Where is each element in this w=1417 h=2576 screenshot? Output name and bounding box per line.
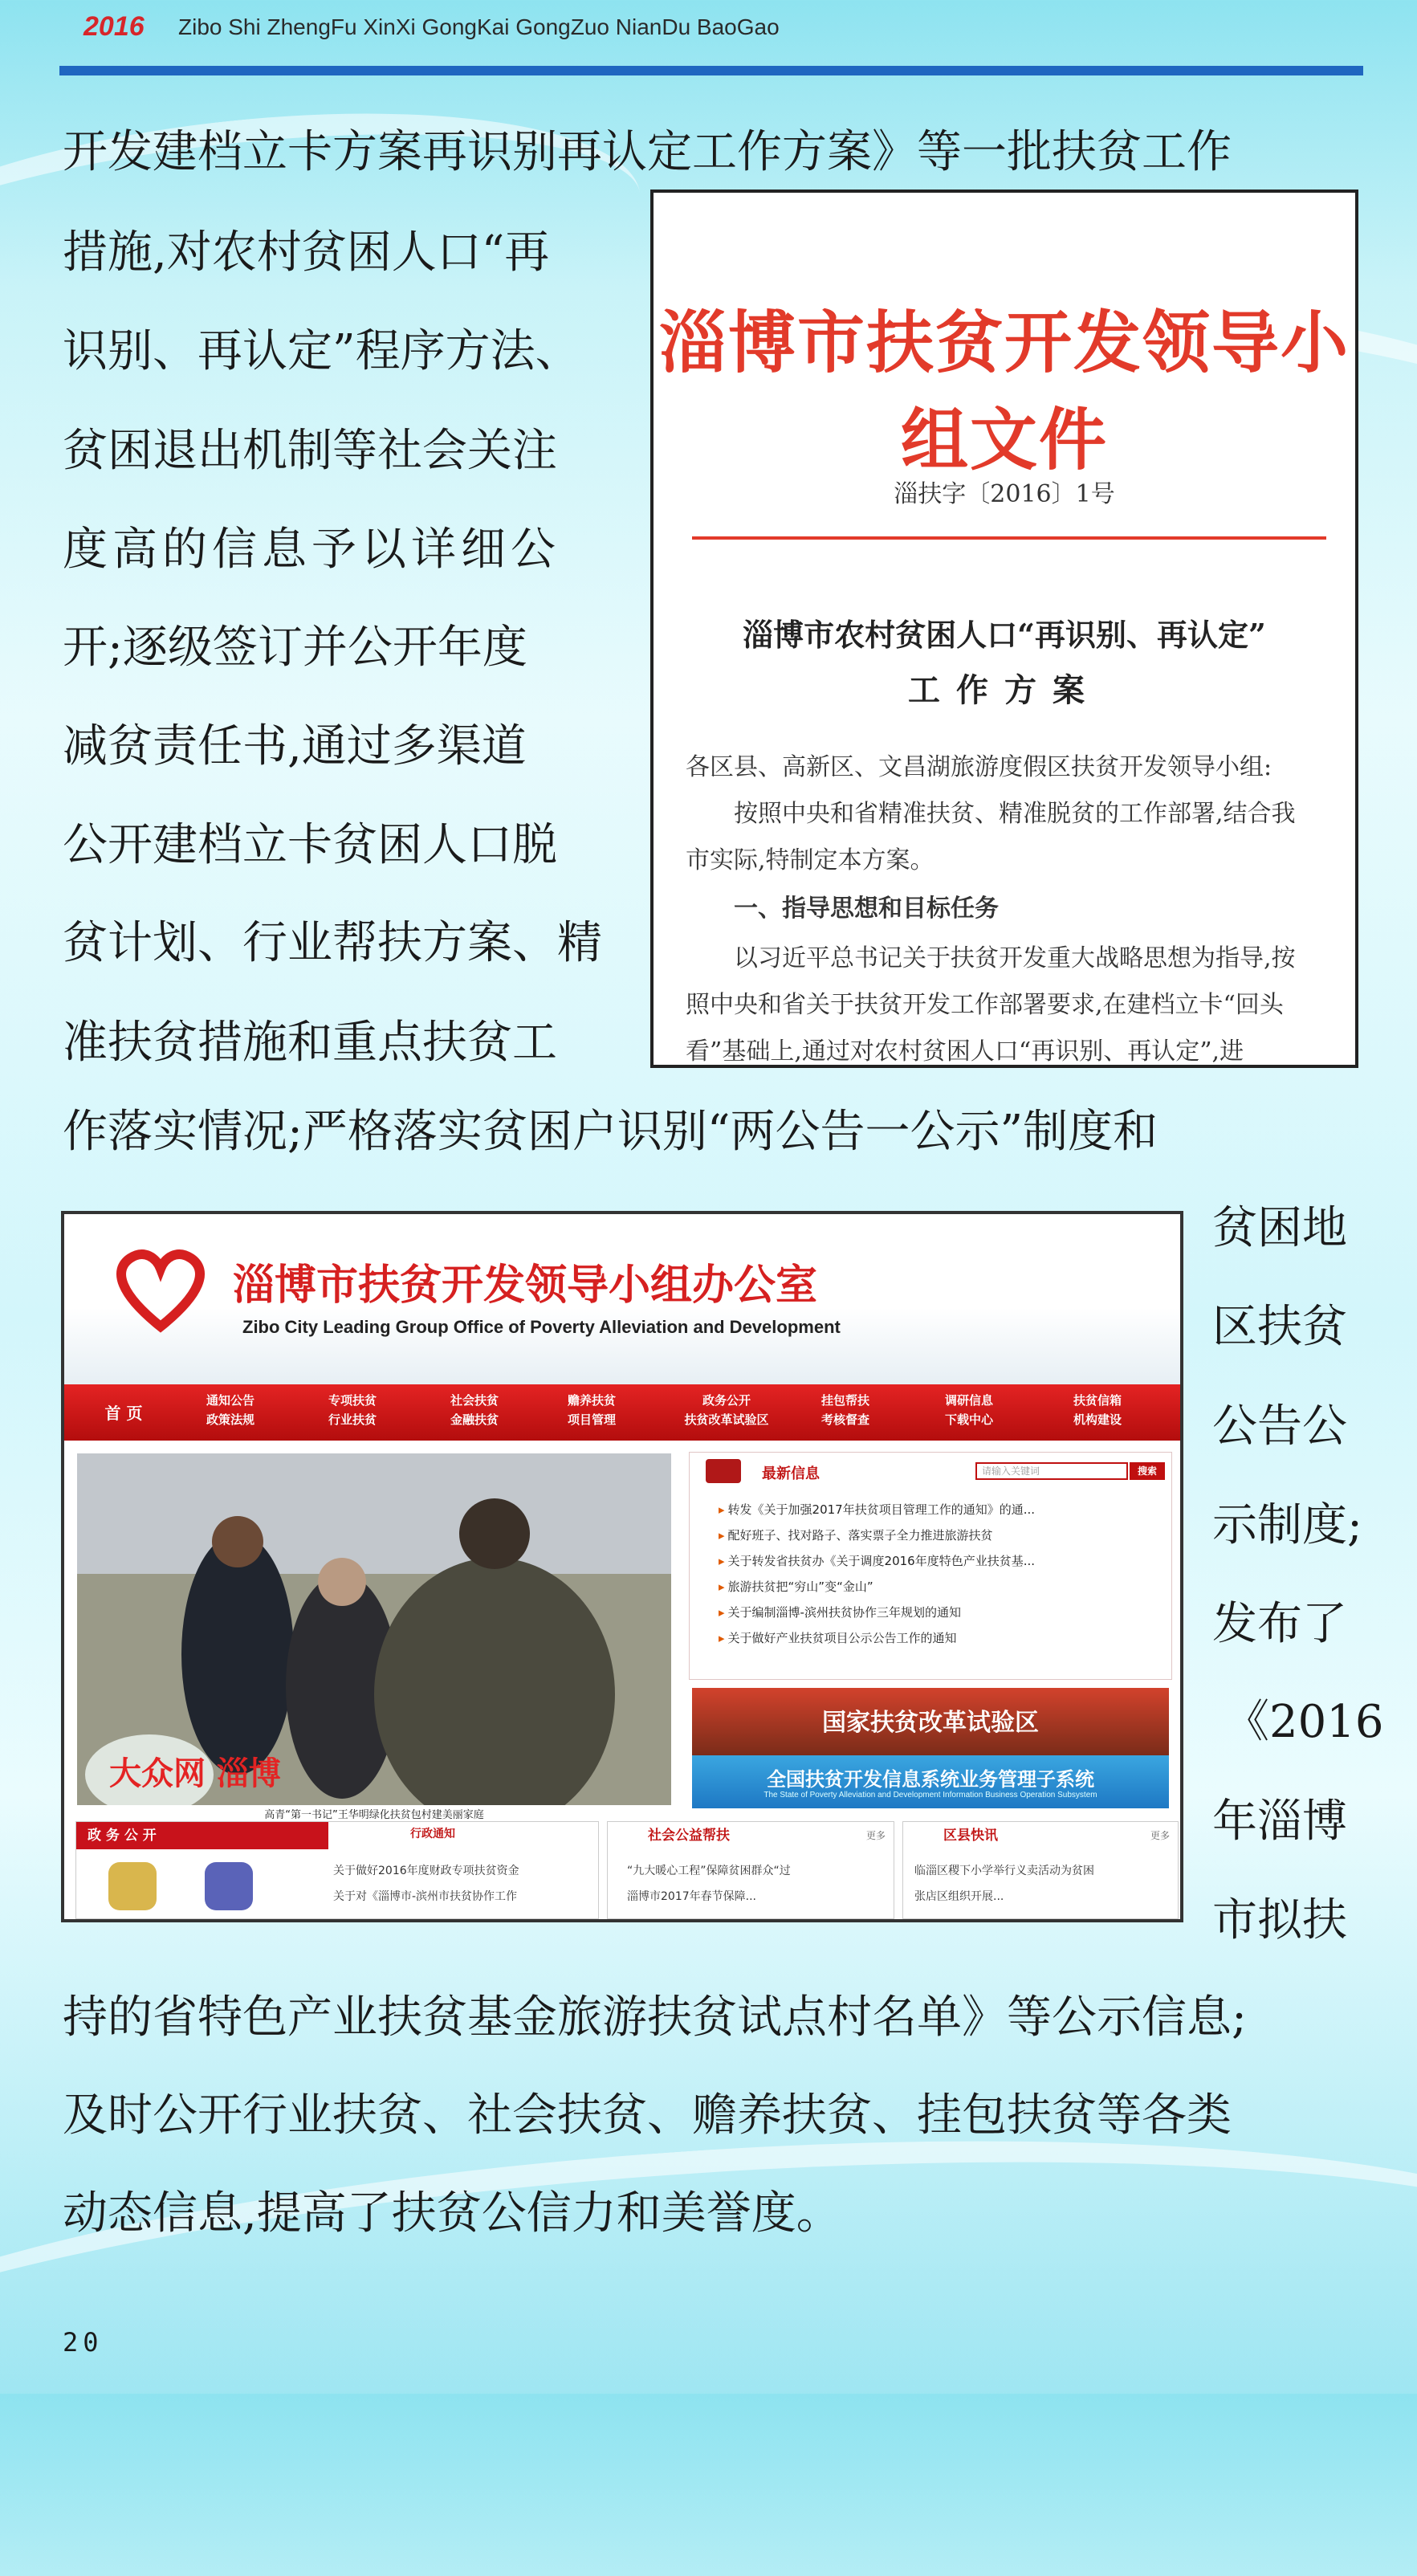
news-item[interactable]: ▸ 旅游扶贫把“穷山”变“金山” (719, 1578, 873, 1595)
nav-item[interactable] (923, 1391, 1015, 1429)
news-photo[interactable] (77, 1453, 671, 1805)
nav-item-label: 考核督查 (820, 1412, 869, 1427)
document-paragraph: 照中央和省关于扶贫开发工作部署要求,在建档立卡“回头 (686, 991, 1284, 1019)
info-system-label: 全国扶贫开发信息系统业务管理子系统 (767, 1768, 1094, 1791)
body-line: 度高的信息予以详细公 (63, 524, 560, 576)
county-news-panel (902, 1821, 1179, 1919)
nav-item[interactable] (1052, 1391, 1143, 1429)
document-icon[interactable] (108, 1862, 157, 1910)
photo-caption: 高青“第一书记”王华明绿化扶贫包村建美丽家庭 (77, 1805, 671, 1826)
nav-item-label: 机构建设 (1073, 1412, 1122, 1427)
document-number: 淄扶字〔2016〕1号 (894, 480, 1115, 508)
nav-item-label: 行业扶贫 (328, 1412, 377, 1427)
document-figure (650, 190, 1358, 1068)
body-line: 公开建档立卡贫困人口脱 (63, 819, 557, 871)
nav-item[interactable] (546, 1391, 637, 1429)
welfare-item[interactable]: “九大暖心工程”保障贫困群众“过 (627, 1865, 791, 1877)
body-line: 准扶贫措施和重点扶贫工 (63, 1017, 557, 1069)
background-swoosh (0, 2088, 1417, 2575)
body-line-right: 贫困地 (1212, 1202, 1347, 1254)
nav-item-label: 扶贫信箱 (1073, 1393, 1122, 1408)
gov-tab[interactable]: 行政通知 (410, 1828, 455, 1840)
body-line-right: 示制度; (1212, 1499, 1362, 1551)
body-line-text: 开发建档立卡方案再识别再认定工作方案》等一批扶贫工作 (63, 126, 1232, 178)
body-line: 持的省特色产业扶贫基金旅游扶贫试点村名单》等公示信息; (63, 1991, 1247, 2044)
news-item[interactable]: ▸ 配好班子、找对路子、落实票子全力推进旅游扶贫 (719, 1526, 993, 1543)
news-item[interactable]: ▸ 关于转发省扶贫办《关于调度2016年度特色产业扶贫基... (719, 1552, 1035, 1569)
document-title: 工作方案 (908, 671, 1101, 709)
welfare-item[interactable]: 淄博市2017年春节保障... (627, 1890, 756, 1903)
heart-logo-icon (112, 1246, 209, 1335)
website-figure (61, 1211, 1183, 1922)
pilot-zone-label: 国家扶贫改革试验区 (822, 1709, 1039, 1737)
document-paragraph: 看”基础上,通过对农村贫困人口“再识别、再认定”,进 (686, 1037, 1244, 1066)
nav-item-label: 赡养扶贫 (567, 1393, 616, 1408)
document-paragraph: 各区县、高新区、文昌湖旅游度假区扶贫开发领导小组: (686, 753, 1272, 781)
header-rule (59, 66, 1363, 75)
gov-affairs-heading (76, 1822, 328, 1849)
nav-item-label: 调研信息 (944, 1393, 993, 1408)
nav-item[interactable] (429, 1391, 520, 1429)
info-system-banner[interactable] (692, 1755, 1169, 1808)
body-line-right: 《2016 (1224, 1696, 1384, 1748)
header-year: 2016 (83, 11, 145, 42)
photo-scene (77, 1453, 671, 1805)
nav-item[interactable] (185, 1391, 276, 1429)
body-line: 及时公开行业扶贫、社会扶贫、赡养扶贫、挂包扶贫等各类 (63, 2089, 1232, 2142)
website-subtitle: Zibo City Leading Group Office of Poverty Alleviation and Development (242, 1317, 841, 1337)
more-link[interactable]: 更多 (865, 1830, 886, 1841)
county-news-heading: 区县快讯 (943, 1828, 998, 1844)
news-item[interactable]: ▸ 关于编制淄博-滨州扶贫协作三年规划的通知 (719, 1604, 961, 1620)
nav-item-label: 金融扶贫 (450, 1412, 499, 1427)
body-line: 措施,对农村贫困人口“再 (63, 226, 550, 279)
nav-item-label: 政策法规 (206, 1412, 254, 1427)
public-welfare-panel (607, 1821, 894, 1919)
website-nav (64, 1384, 1180, 1441)
search-input[interactable]: 请输入关键词 (975, 1462, 1128, 1480)
body-line-right: 市拟扶 (1212, 1894, 1347, 1946)
gov-affairs-heading-text: 政 务 公 开 (88, 1828, 157, 1844)
county-news-item[interactable]: 临淄区稷下小学举行义卖活动为贫困 (914, 1865, 1094, 1877)
body-line-right: 年淄博 (1212, 1795, 1347, 1848)
website-title: 淄博市扶贫开发领导小组办公室 (233, 1261, 818, 1310)
photo-watermark: 大众网 淄博 (109, 1755, 281, 1792)
news-item[interactable]: ▸ 关于做好产业扶贫项目公示公告工作的通知 (719, 1629, 957, 1646)
nav-item-label: 挂包帮扶 (820, 1393, 869, 1408)
body-line: 贫计划、行业帮扶方案、精 (63, 917, 602, 969)
body-line: 识别、再认定”程序方法、 (63, 325, 580, 377)
nav-item[interactable] (307, 1391, 398, 1429)
county-news-item[interactable]: 张店区组织开展... (914, 1890, 1004, 1903)
document-paragraph: 按照中央和省精准扶贫、精准脱贫的工作部署,结合我 (734, 800, 1296, 828)
search-button[interactable]: 搜索 (1130, 1462, 1165, 1480)
nav-item-label: 通知公告 (206, 1393, 254, 1408)
body-line: 开;逐级签订并公开年度 (63, 622, 527, 674)
body-line: 动态信息,提高了扶贫公信力和美誉度。 (63, 2187, 841, 2240)
document-paragraph: 以习近平总书记关于扶贫开发重大战略思想为指导,按 (734, 944, 1296, 972)
latest-news-panel (689, 1452, 1172, 1680)
news-item[interactable]: ▸ 转发《关于加强2017年扶贫项目管理工作的通知》的通... (719, 1501, 1035, 1518)
pilot-zone-banner[interactable] (692, 1688, 1169, 1755)
nav-item-label: 社会扶贫 (450, 1393, 499, 1408)
document-paragraph: 市实际,特制定本方案。 (686, 846, 934, 874)
document-heading: 淄博市扶贫开发领导小组文件 (658, 303, 1350, 479)
body-line (63, 124, 1358, 181)
body-line-right: 区扶贫 (1212, 1301, 1347, 1353)
body-line-right: 发布了 (1212, 1598, 1347, 1650)
document-section-heading: 一、指导思想和目标任务 (734, 895, 999, 923)
nav-item[interactable] (674, 1391, 779, 1429)
body-line: 作落实情况;严格落实贫困户识别“两公告一公示”制度和 (63, 1106, 1158, 1158)
news-icon (706, 1459, 741, 1483)
public-welfare-heading: 社会公益帮扶 (648, 1828, 730, 1844)
nav-home[interactable]: 首 页 (104, 1404, 143, 1423)
gov-affairs-panel (75, 1821, 599, 1919)
body-line: 贫困退出机制等社会关注 (63, 425, 557, 477)
body-line: 减贫责任书,通过多渠道 (63, 720, 527, 772)
nav-item-label: 政务公开 (702, 1393, 751, 1408)
body-line-right: 公告公 (1212, 1400, 1347, 1453)
gov-notice-item[interactable]: 关于对《淄博市-滨州市扶贫协作工作 (333, 1890, 518, 1903)
nav-item[interactable] (800, 1391, 891, 1429)
document-red-rule (692, 536, 1326, 540)
nav-item-label: 专项扶贫 (328, 1393, 377, 1408)
more-link[interactable]: 更多 (1150, 1830, 1170, 1841)
website-banner (64, 1214, 1180, 1384)
nav-item-label: 下载中心 (944, 1412, 993, 1427)
latest-news-heading: 最新信息 (762, 1465, 820, 1482)
gov-notice-item[interactable]: 关于做好2016年度财政专项扶贫资金 (333, 1865, 519, 1877)
header-title: Zibo Shi ZhengFu XinXi GongKai GongZuo NianDu BaoGao (178, 14, 780, 39)
info-system-sublabel: The State of Poverty Alleviation and Development Information Business Operation Subsystem (763, 1791, 1097, 1800)
page-number: 20 (63, 2327, 104, 2358)
clipboard-icon[interactable] (205, 1862, 253, 1910)
document-title: 淄博市农村贫困人口“再识别、再认定” (743, 617, 1266, 653)
nav-item-label: 项目管理 (567, 1412, 616, 1427)
nav-item-label: 扶贫改革试验区 (684, 1412, 769, 1427)
